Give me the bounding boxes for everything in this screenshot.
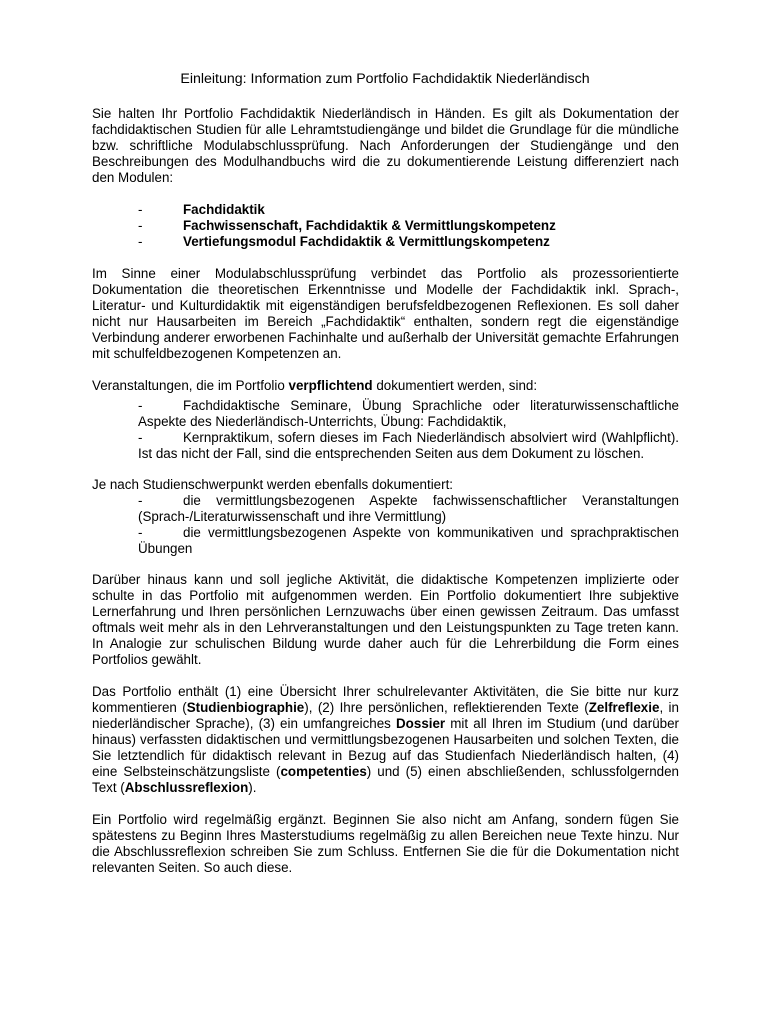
abschlussreflexion-term: Abschlussreflexion bbox=[124, 780, 249, 795]
mandatory-intro: Veranstaltungen, die im Portfolio verpflichtend dokumentiert werden, sind: bbox=[92, 378, 538, 393]
intro-paragraph: Sie halten Ihr Portfolio Fachdidaktik Niederländisch in Händen. Es gilt als Dokumentation der fachdidaktischen Studien für alle Lehramtstudiengänge und bildet die Grundlage für die mündliche bzw. schriftliche Modulabschlussprüfung. Nach Anforderungen der Studiengänge und den Beschreibungen des Modulhandbuchs wird die zu dokumentierende Leistung differenziert nach den Modulen: bbox=[92, 106, 679, 185]
bullet-dash: - bbox=[138, 493, 143, 508]
module-item bbox=[92, 202, 679, 218]
competenties-term: competenties bbox=[280, 764, 367, 779]
zelfreflexie-term: Zelfreflexie bbox=[588, 700, 660, 715]
document-title: Einleitung: Information zum Portfolio Fachdidaktik Niederländisch bbox=[180, 71, 590, 87]
activities-paragraph: Darüber hinaus kann und soll jegliche Aktivität, die didaktische Kompetenzen implizierte oder schulte in das Portfolio mit aufgenommen werden. Ein Portfolio dokumentiert Ihre subjektive Lernerfahrung und Ihren persönlichen Lernzuwachs über einen gewissen Zeitraum. Das umfasst oftmals weit mehr als in den Lehrveranstaltungen und den Leistungspunkten zu Tage treten kann. In Analogie zur schulischen Bildung wurde daher auch für die Lehrerbildung die Form eines Portfolios gewählt. bbox=[92, 572, 679, 667]
mandatory-keyword: verpflichtend bbox=[288, 378, 373, 393]
optional-item: - die vermittlungsbezogenen Aspekte von kommunikativen und sprachpraktischen Übungen bbox=[138, 525, 679, 556]
closing-paragraph: Ein Portfolio wird regelmäßig ergänzt. Beginnen Sie also nicht am Anfang, sondern fügen Sie spätestens zu Beginn Ihres Masterstudiums regelmäßig zu allen Bereichen neue Texte hinzu. Nur die Abschlussreflexion schreiben Sie zum Schluss. Entfernen Sie die für die Dokumentation nicht relevanten Seiten. So auch diese. bbox=[92, 812, 679, 875]
module-list bbox=[92, 202, 679, 250]
bullet-dash: - bbox=[138, 234, 143, 249]
bullet-dash: - bbox=[138, 398, 143, 413]
mandatory-item: - Fachdidaktische Seminare, Übung Sprachliche oder literaturwissenschaftliche Aspekte des Niederländisch-Unterrichts, Übung: Fachdidaktik, bbox=[138, 398, 679, 429]
mandatory-item: - Kernpraktikum, sofern dieses im Fach Niederländisch absolviert wird (Wahlpflicht). Ist das nicht der Fall, sind die entsprechenden Seiten aus dem Dokument zu löschen. bbox=[138, 430, 679, 461]
module-label: Fachwissenschaft, Fachdidaktik & Vermittlungskompetenz bbox=[183, 218, 556, 233]
module-item bbox=[92, 218, 679, 234]
module-label: Vertiefungsmodul Fachdidaktik & Vermittlungskompetenz bbox=[183, 234, 550, 249]
bullet-dash: - bbox=[138, 430, 143, 445]
optional-list bbox=[138, 493, 679, 557]
bullet-dash: - bbox=[138, 218, 143, 233]
document-body bbox=[92, 106, 679, 892]
bullet-dash: - bbox=[138, 525, 143, 540]
module-label: Fachdidaktik bbox=[183, 202, 265, 217]
optional-item: - die vermittlungsbezogenen Aspekte fachwissenschaftlicher Veranstaltungen (Sprach-/Literaturwissenschaft und ihre Vermittlung) bbox=[138, 493, 679, 524]
mandatory-list bbox=[138, 398, 679, 462]
contents-paragraph: Das Portfolio enthält (1) eine Übersicht Ihrer schulrelevanter Aktivitäten, die Sie bitte nur kurz kommentieren (Studienbiographie), (2) Ihre persönlichen, reflektierenden Texte (Zelfreflexie, in niederländischer Sprache), (3) ein umfangreiches Dossier mit all Ihren im Studium (und darüber hinaus) verfassten didaktischen und vermittlungsbezogenen Hausarbeiten und solchen Texten, die Sie letztendlich für didaktisch relevant in Bezug auf das Studienfach Niederländisch halten, (4) eine Selbsteinschätzungsliste (competenties) und (5) einen abschließenden, schlussfolgernden Text (Abschlussreflexion). bbox=[92, 684, 679, 795]
studienbiographie-term: Studienbiographie bbox=[186, 700, 305, 715]
optional-intro: Je nach Studienschwerpunkt werden ebenfalls dokumentiert: bbox=[92, 477, 454, 492]
modul-paragraph: Im Sinne einer Modulabschlussprüfung verbindet das Portfolio als prozessorientierte Dokumentation die theoretischen Erkenntnisse und Modelle der Fachdidaktik inkl. Sprach-, Literatur- und Kulturdidaktik mit eigenständigen berufsfeldbezogenen Reflexionen. Es soll daher nicht nur Hausarbeiten im Bereich „Fachdidaktik“ enthalten, sondern regt die eigenständige Verbindung anderer erworbenen Fachinhalte und außerhalb der Universität gemachte Erfahrungen mit schulfeldbezogenen Kompetenzen an. bbox=[92, 266, 679, 361]
module-item bbox=[92, 234, 679, 250]
bullet-dash: - bbox=[138, 202, 143, 217]
dossier-term: Dossier bbox=[396, 716, 446, 731]
